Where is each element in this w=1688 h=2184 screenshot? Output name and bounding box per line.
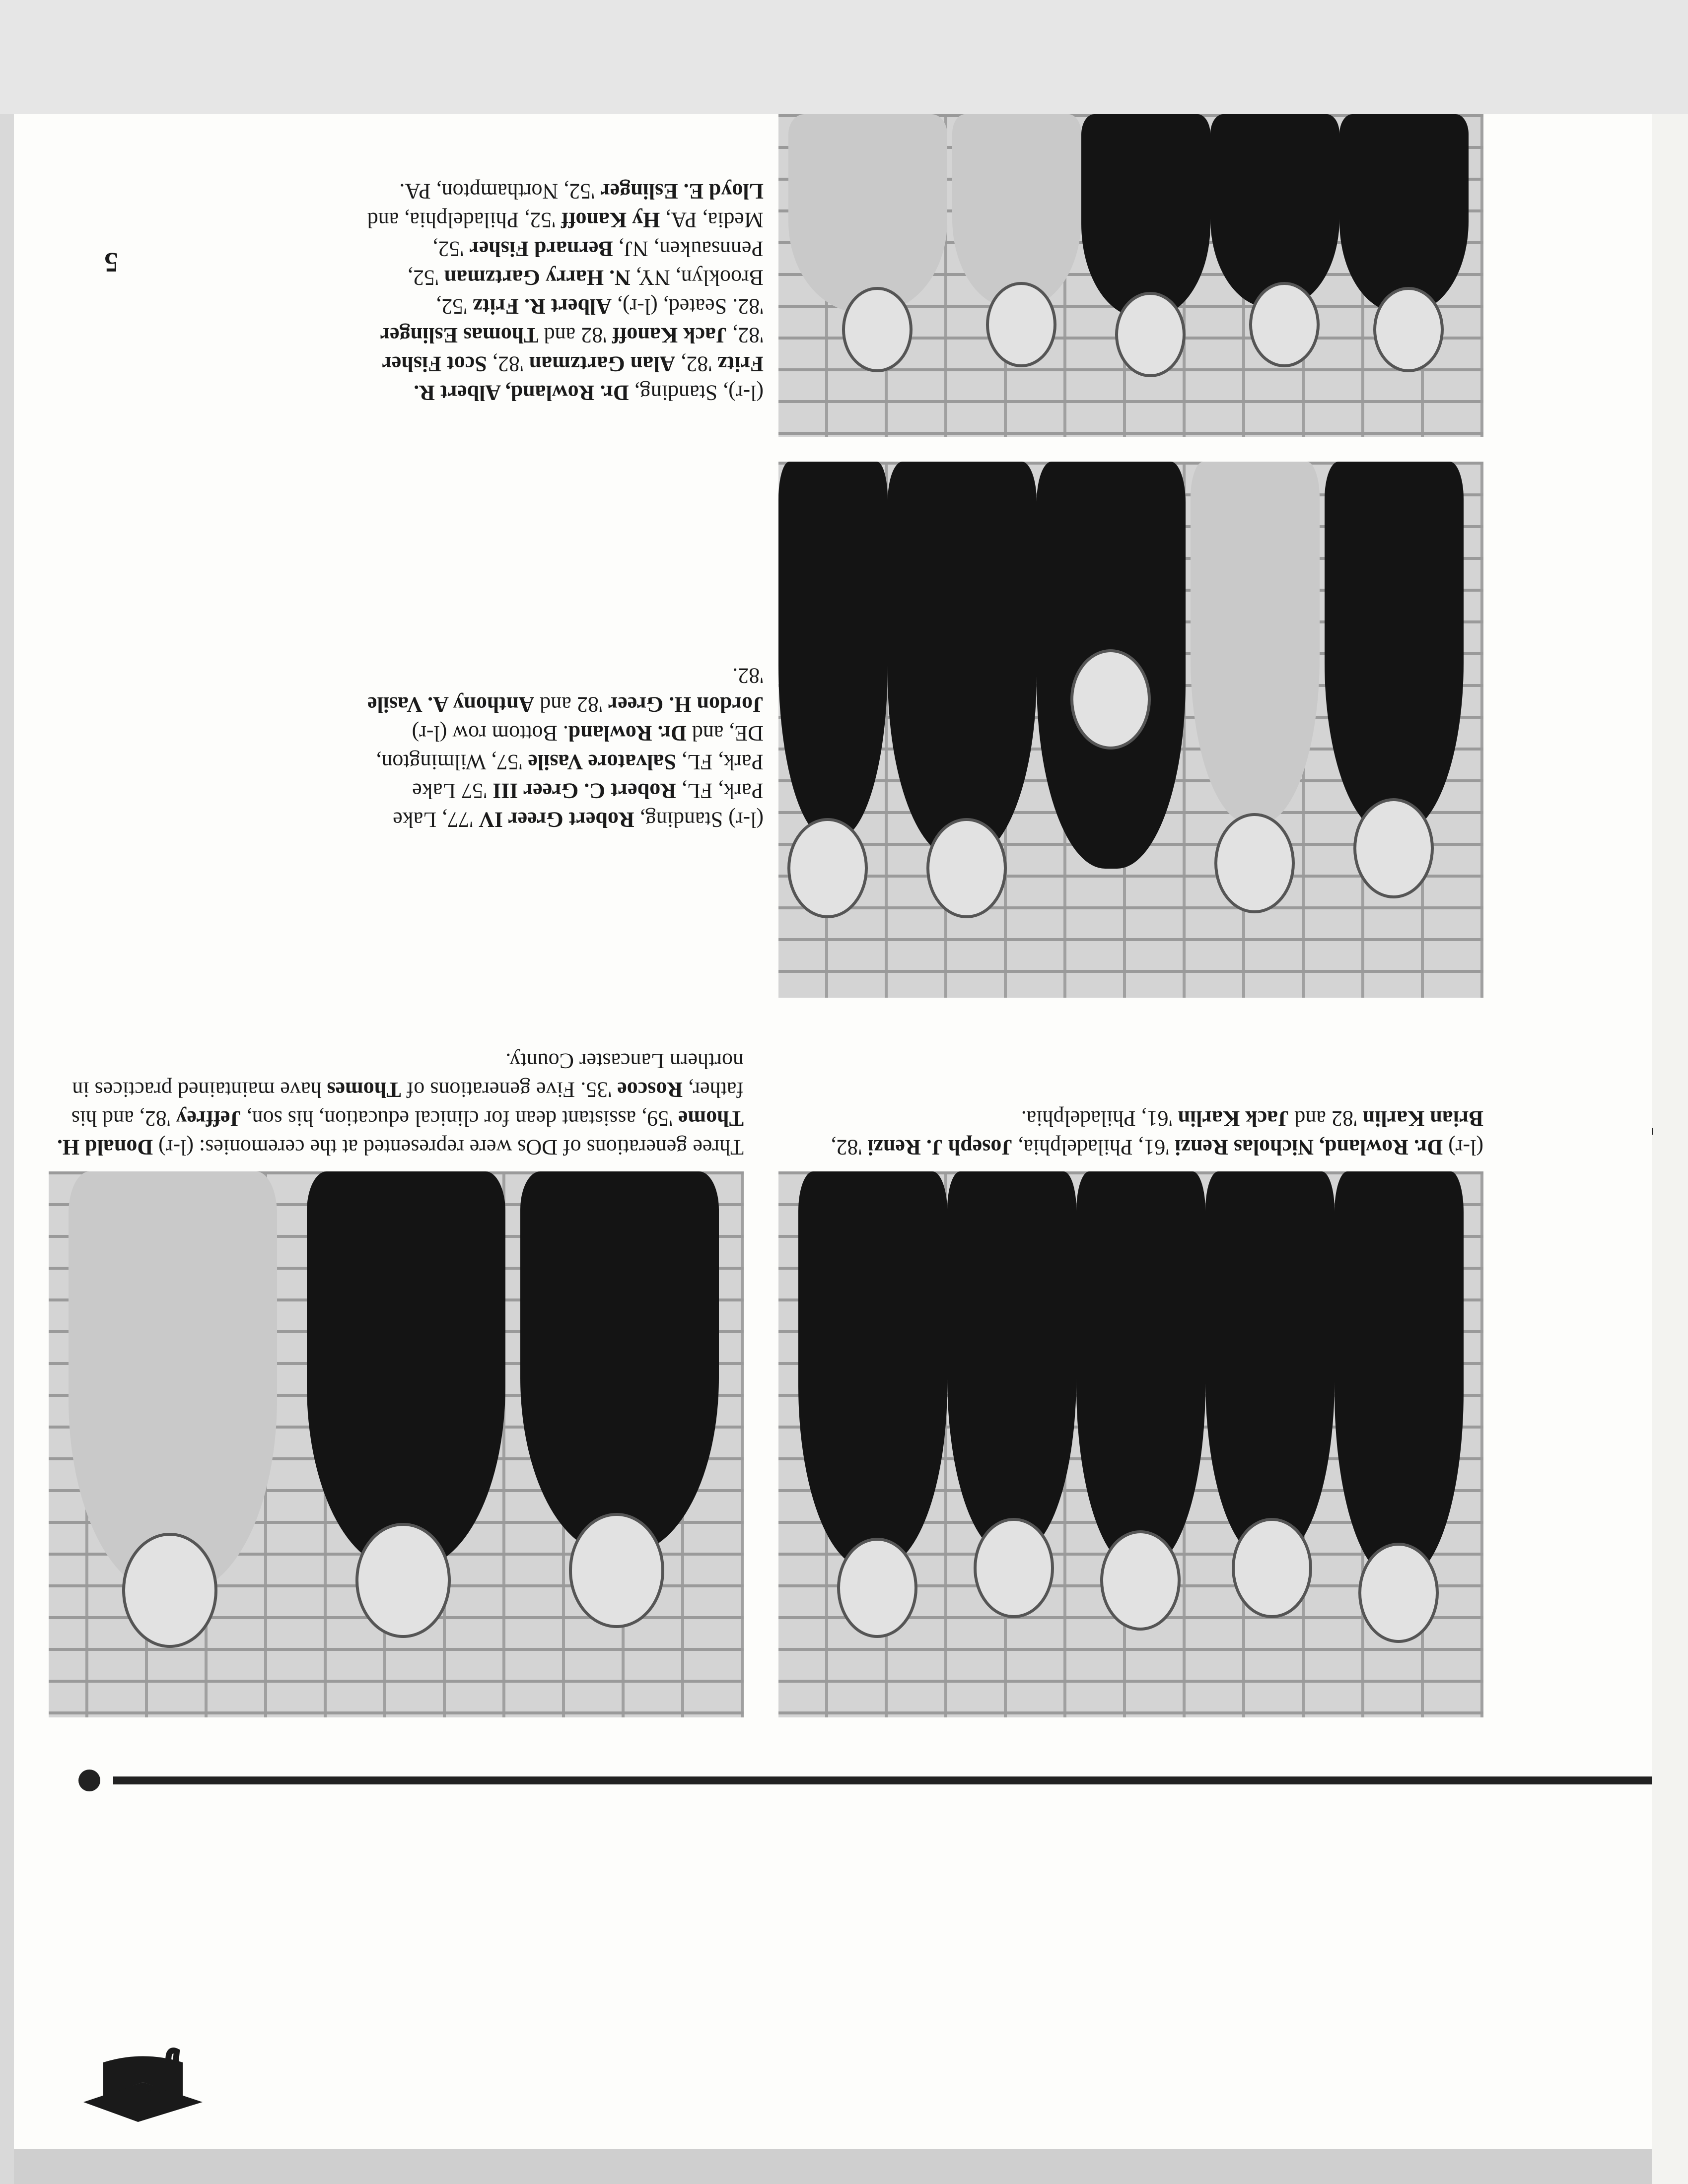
photo-thome <box>49 1171 744 1717</box>
magazine-page <box>14 114 1652 2184</box>
rule-bullet <box>78 1770 100 1791</box>
caption-fritz-class: (l-r), Standing, Dr. Rowland, Albert R. Fritz '82, Alan Gartzman '82, Scot Fisher '82, Jack Kanoff '82 and Thomas Eslinger '82. Seated, (l-r), Albert R. Fritz '52, Brooklyn, NY, N. Harry Gartzman '52, Pennsauken, NJ, Bernard Fisher '52, Media, PA, Hy Kanoff '52, Philadelphia, and Lloyd E. Eslinger '52, Northampton, PA. <box>367 179 764 405</box>
page-number: 5 <box>104 247 118 277</box>
photo-greer-vasile <box>778 462 1483 998</box>
photo-renzi-karlin <box>778 1171 1483 1717</box>
section-rule <box>113 1776 1652 1784</box>
photo-fritz-class <box>778 114 1483 437</box>
graduation-cap-icon <box>78 2043 212 2137</box>
scan-edge <box>0 0 1688 114</box>
caption-renzi-karlin: (l-r) Dr. Rowland, Nicholas Renzi '61, Philadelphia, Joseph J. Renzi '82, Brian Karlin '82 and Jack Karlin '61, Philadelphia. <box>831 1106 1483 1160</box>
caption-greer-vasile: (l-r) Standing, Robert Greer IV '77, Lake Park, FL, Robert C. Greer III '57 Lake Park, FL, Salvatore Vasile '57, Wilmington, DE, and Dr. Rowland. Bottom row (l-r) Jordon H. Greer '82 and Anthony A. Vasile '82. <box>367 664 764 832</box>
adjacent-page-edge <box>1652 114 1688 2184</box>
caption-thome: Three generations of DOs were represented at the ceremonies: (l-r) Donald H. Thome '59, assistant dean for clinical education, his son, Jeffrey '82, and his father, Roscoe '35. Five generations of Thomes have maintained practices in northern Lancaster County. <box>57 1049 744 1160</box>
footer-bar <box>14 2149 1652 2184</box>
